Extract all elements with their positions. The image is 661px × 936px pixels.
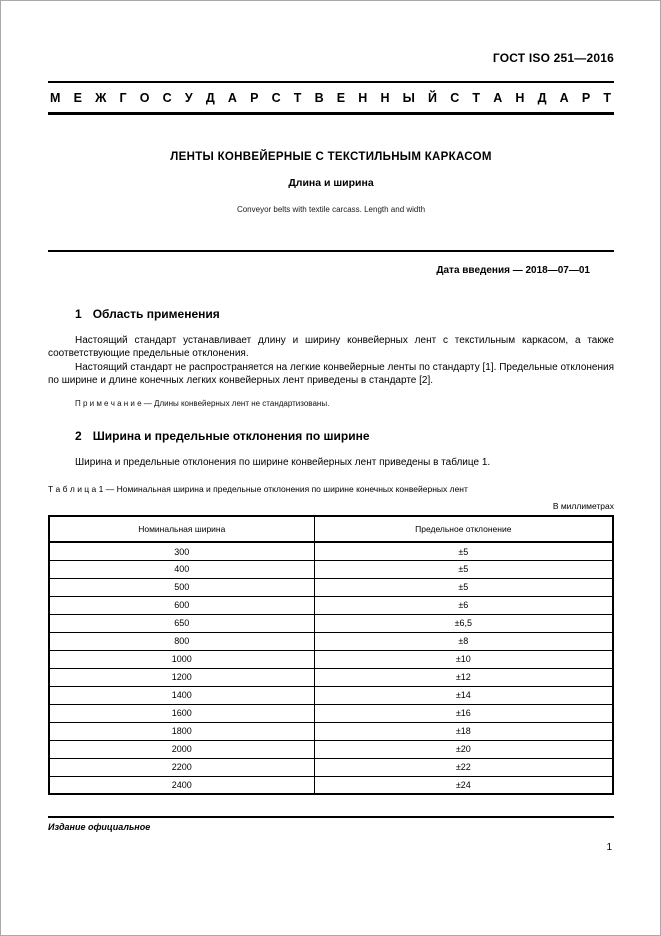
table-row xyxy=(49,578,613,596)
title-block xyxy=(48,151,614,214)
table-cell-limit-deviation: ±16 xyxy=(314,704,613,722)
table-cell-limit-deviation: ±10 xyxy=(314,650,613,668)
separator-rule xyxy=(48,250,614,252)
table-body xyxy=(49,542,613,794)
table-cell-limit-deviation: ±12 xyxy=(314,668,613,686)
table-cell-nominal-width: 2200 xyxy=(49,758,314,776)
table-cell-nominal-width: 400 xyxy=(49,560,314,578)
table-cell-limit-deviation: ±24 xyxy=(314,776,613,794)
doc-number: ГОСТ ISO 251—2016 xyxy=(492,51,614,65)
table-cell-nominal-width: 300 xyxy=(49,542,314,560)
document-title-english: Conveyor belts with textile carcass. Length and width xyxy=(236,205,426,214)
table-cell-nominal-width: 1000 xyxy=(49,650,314,668)
table-row xyxy=(49,560,613,578)
section-1-paragraph: Настоящий стандарт не распространяется на легкие конвейерные ленты по стандарту [1]. Предельные отклонения по ширине и длине конечных легких конвейерных лент приведены в стандарте [2]. xyxy=(48,361,614,386)
table-row xyxy=(49,614,613,632)
standard-type-banner xyxy=(48,81,614,115)
section-2-paragraph: Ширина и предельные отклонения по ширине конвейерных лент приведены в таблице 1. xyxy=(75,457,491,469)
table-cell-limit-deviation: ±14 xyxy=(314,686,613,704)
table-cell-nominal-width: 1600 xyxy=(49,704,314,722)
table-row xyxy=(49,776,613,794)
table-cell-nominal-width: 2000 xyxy=(49,740,314,758)
table-cell-nominal-width: 800 xyxy=(49,632,314,650)
table-cell-limit-deviation: ±5 xyxy=(314,542,613,560)
table-cell-limit-deviation: ±22 xyxy=(314,758,613,776)
table-row xyxy=(49,758,613,776)
table-cell-nominal-width: 650 xyxy=(49,614,314,632)
table-row xyxy=(49,668,613,686)
page-number: 1 xyxy=(606,842,612,854)
table-row xyxy=(49,686,613,704)
footer-rule xyxy=(48,816,614,818)
table-cell-nominal-width: 600 xyxy=(49,596,314,614)
table-row xyxy=(49,632,613,650)
standard-type-text: М Е Ж Г О С У Д А Р С Т В Е Н Н Ы Й С Т А Н Д А Р Т xyxy=(50,91,612,105)
table-cell-limit-deviation: ±18 xyxy=(314,722,613,740)
section-1-number: 1 xyxy=(75,307,82,321)
table-header-limit-deviation: Предельное отклонение xyxy=(314,516,613,542)
table-row xyxy=(49,650,613,668)
table-cell-limit-deviation: ±6 xyxy=(314,596,613,614)
table-caption: Т а б л и ц а 1 — Номинальная ширина и предельные отклонения по ширине конечных конвейерных лент xyxy=(48,484,468,495)
table-row xyxy=(49,722,613,740)
table-cell-limit-deviation: ±5 xyxy=(314,560,613,578)
section-2-heading xyxy=(48,429,614,443)
table-cell-limit-deviation: ±20 xyxy=(314,740,613,758)
edition-note: Издание официальное xyxy=(48,822,151,833)
table-row xyxy=(49,740,613,758)
table-units-note: В миллиметрах xyxy=(552,501,614,512)
table-cell-limit-deviation: ±5 xyxy=(314,578,613,596)
table-cell-nominal-width: 1200 xyxy=(49,668,314,686)
table-cell-nominal-width: 500 xyxy=(49,578,314,596)
table-header-nominal-width: Номинальная ширина xyxy=(49,516,314,542)
section-1-paragraph: Настоящий стандарт устанавливает длину и ширину конвейерных лент с текстильным каркасом, а также соответствующие предельные отклонения. xyxy=(48,335,614,360)
section-2-number: 2 xyxy=(75,429,82,444)
table-cell-nominal-width: 1400 xyxy=(49,686,314,704)
table-cell-limit-deviation: ±6,5 xyxy=(314,614,613,632)
width-deviation-table xyxy=(48,515,614,795)
table-cell-nominal-width: 2400 xyxy=(49,776,314,794)
section-1-note: П р и м е ч а н и е — Длины конвейерных лент не стандартизованы. xyxy=(75,399,330,409)
table-header xyxy=(49,516,613,542)
table-row xyxy=(49,704,613,722)
section-1-heading xyxy=(48,307,614,321)
table-cell-limit-deviation: ±8 xyxy=(314,632,613,650)
section-2-title: Ширина и предельные отклонения по ширине xyxy=(92,429,370,444)
table-cell-nominal-width: 1800 xyxy=(49,722,314,740)
document-subtitle: Длина и ширина xyxy=(288,177,374,189)
section-1-title: Область применения xyxy=(92,307,220,321)
effective-date: Дата введения — 2018—07—01 xyxy=(436,265,590,276)
table-row xyxy=(49,596,613,614)
document-title: ЛЕНТЫ КОНВЕЙЕРНЫЕ С ТЕКСТИЛЬНЫМ КАРКАСОМ xyxy=(170,151,492,163)
table-row xyxy=(49,542,613,560)
